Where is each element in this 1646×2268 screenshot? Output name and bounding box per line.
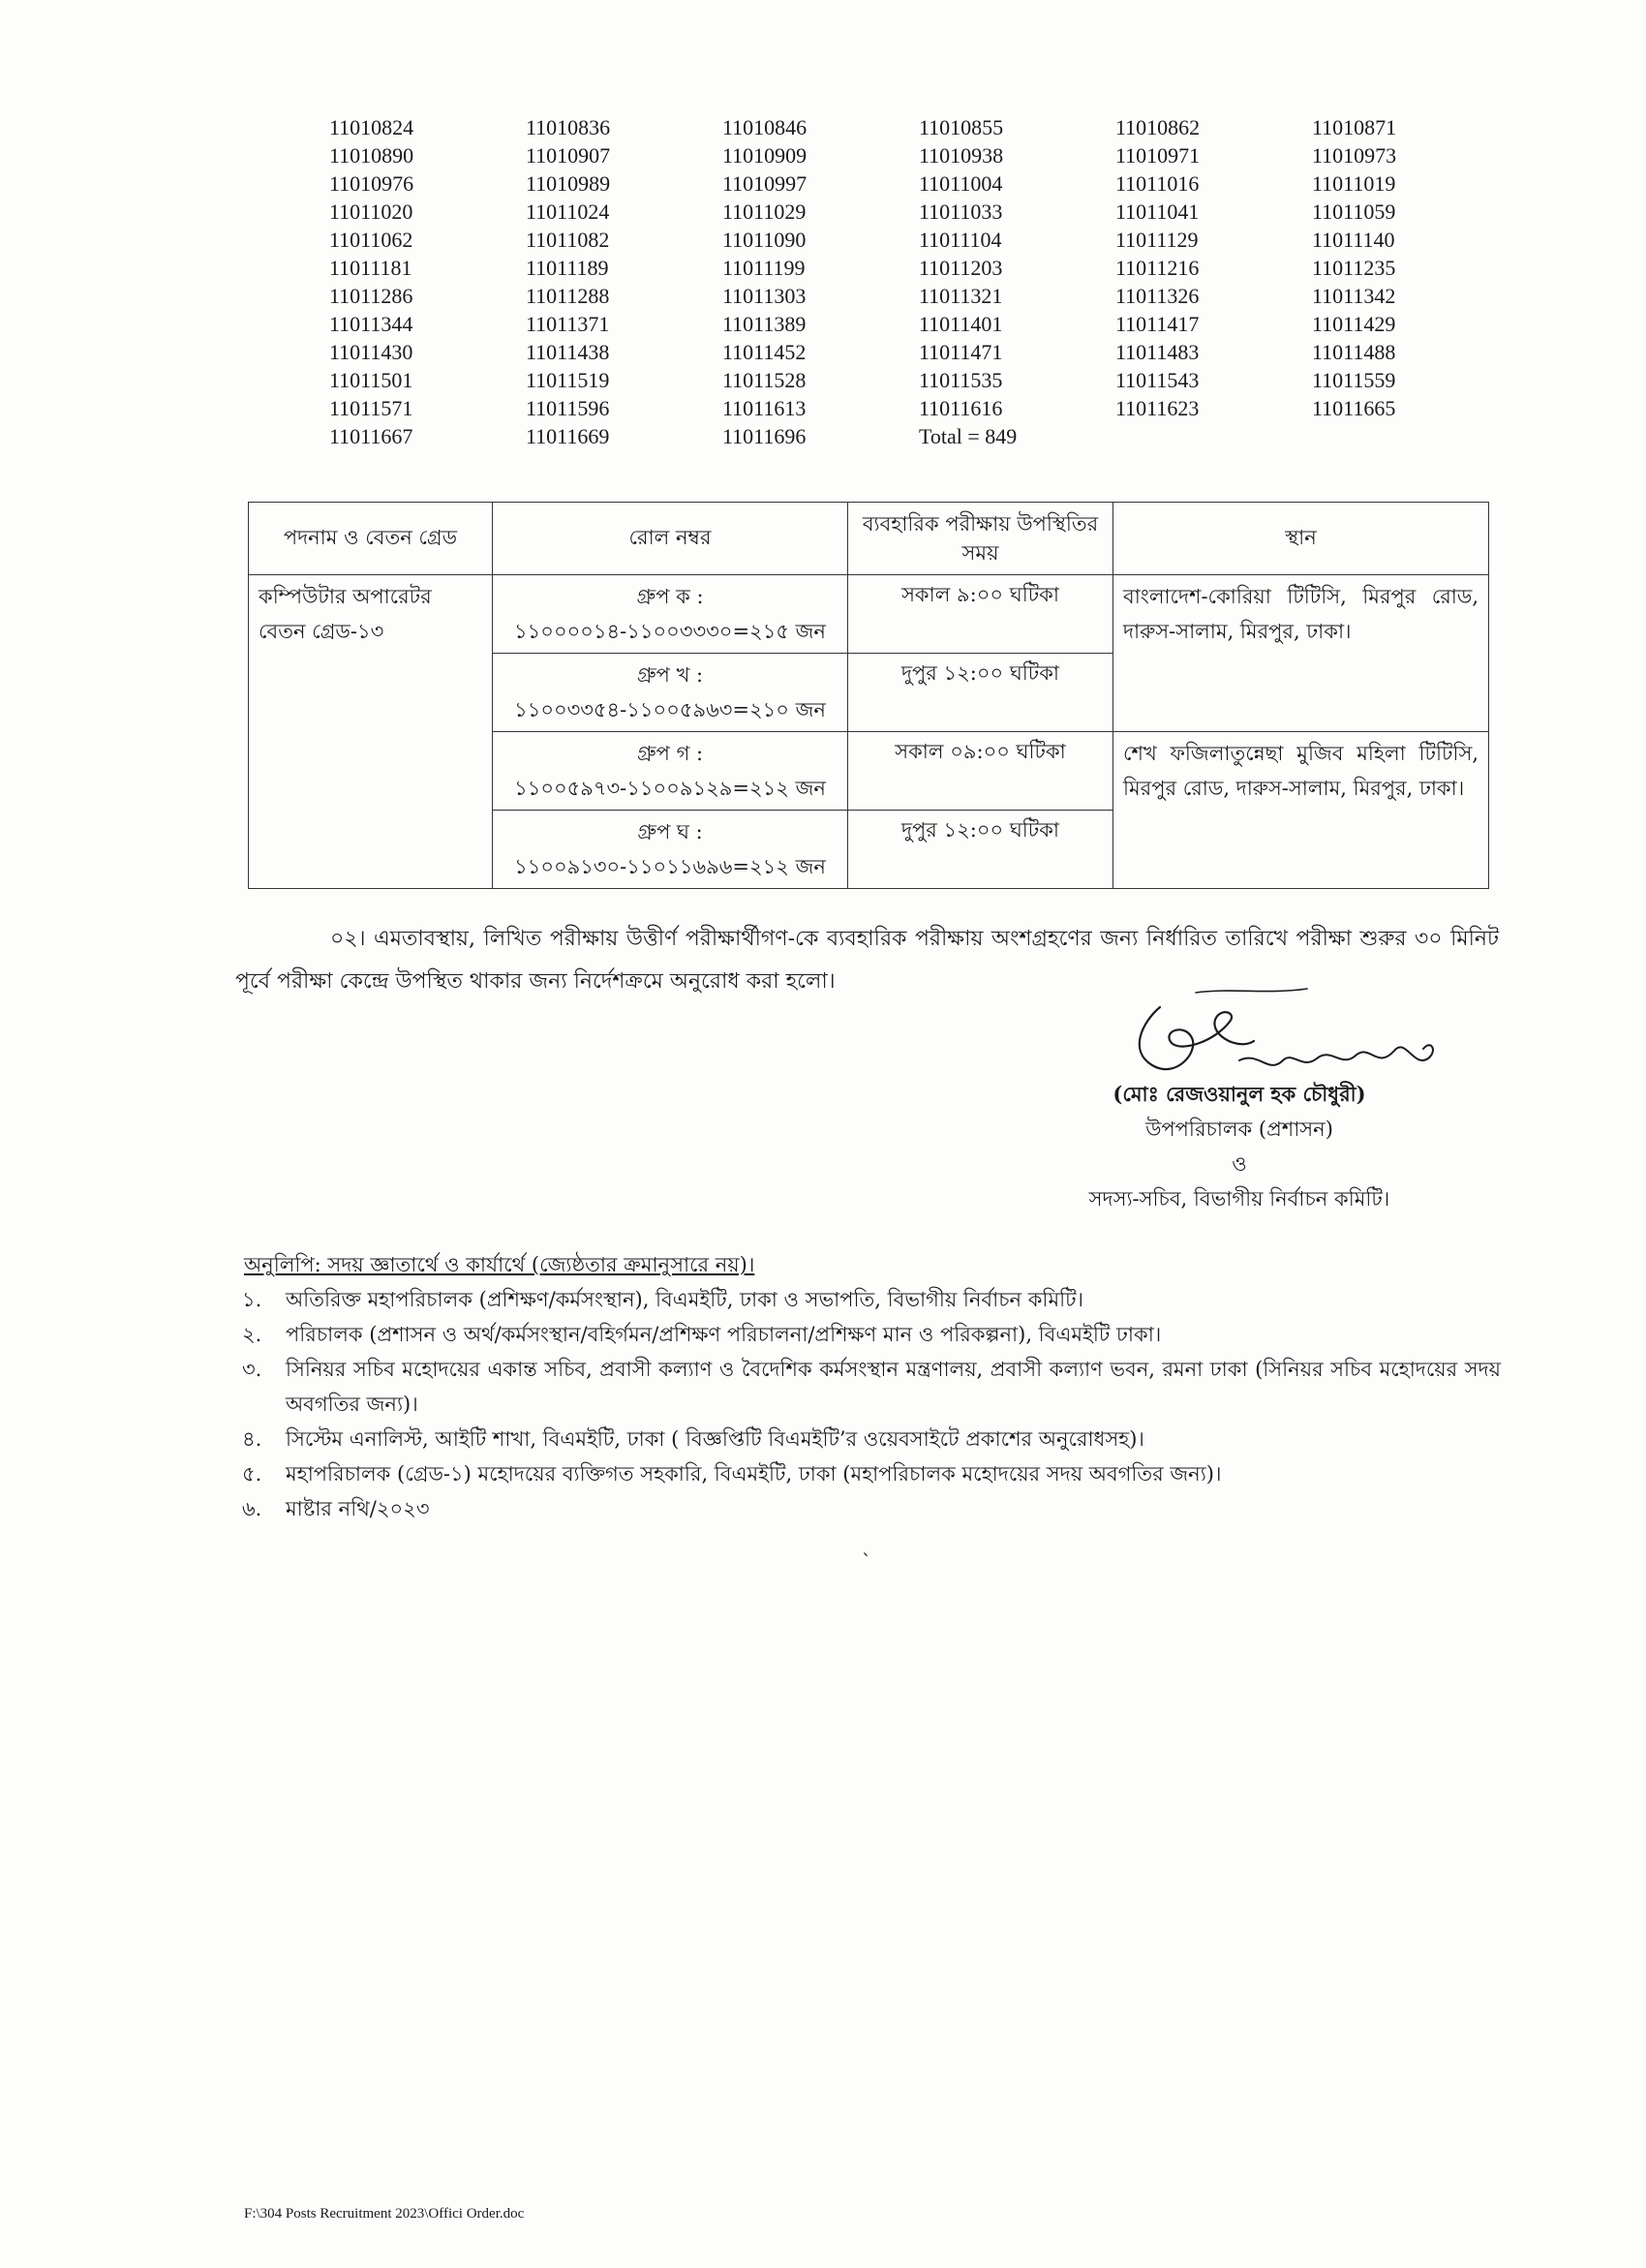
header-roll: রোল নম্বর [493, 503, 848, 575]
roll-number: 11011059 [1312, 199, 1396, 224]
roll-number: 11011665 [1312, 396, 1396, 420]
roll-number: 11010890 [329, 143, 414, 168]
roll-number: 11011090 [722, 228, 807, 252]
roll-number: 11011571 [329, 396, 413, 420]
roll-number: 11011033 [919, 199, 1003, 224]
group-range: ১১০০৫৯৭৩-১১০০৯১২৯=২১২ জন [514, 777, 826, 800]
roll-number: 11010971 [1115, 143, 1201, 168]
roll-number: 11011203 [919, 256, 1003, 280]
signatory-role: সদস্য-সচিব, বিভাগীয় নির্বাচন কমিটি। [1088, 1187, 1390, 1211]
roll-number: 11011528 [722, 368, 807, 392]
roll-number: 11011286 [329, 284, 413, 308]
cc-heading: অনুলিপি: সদয় জ্ঞাতার্থে ও কার্যার্থে (জ্যেষ্ঠতার ক্রমানুসারে নয়)। [244, 1253, 755, 1276]
group-range: ১১০০৯১৩০-১১০১১৬৯৬=২১২ জন [514, 855, 826, 878]
roll-number: 11010871 [1312, 115, 1397, 139]
venue-cell: বাংলাদেশ-কোরিয়া টিটিসি, মিরপুর রোড, দারুস-সালাম, মিরপুর, ঢাকা। [1113, 575, 1489, 732]
handwritten-signature [1123, 983, 1452, 1089]
list-item [242, 1422, 1501, 1456]
file-path-footer: F:\304 Posts Recruitment 2023\Offici Order.doc [244, 2206, 525, 2222]
roll-number: 11011326 [1115, 284, 1200, 308]
list-item-number: ৫. [242, 1462, 262, 1486]
roll-number: 11010855 [919, 115, 1004, 139]
roll-number: 11011430 [329, 340, 413, 364]
roll-number: 11011616 [919, 396, 1003, 420]
roll-number: 11011559 [1312, 368, 1396, 392]
group-name: গ্রুপ ক : [636, 585, 704, 608]
roll-number: 11010997 [722, 171, 808, 196]
roll-number: 11011613 [722, 396, 807, 420]
roll-number: 11010824 [329, 115, 414, 139]
stray-mark: ˋ [862, 1549, 871, 1573]
roll-number: 11010907 [526, 143, 611, 168]
list-item [242, 1317, 1501, 1352]
group-name: গ্রুপ ঘ : [637, 820, 703, 843]
group-name: গ্রুপ খ : [636, 663, 704, 687]
roll-number: 11011501 [329, 368, 413, 392]
group-range: ১১০০৩৩৫৪-১১০০৫৯৬৩=২১০ জন [514, 698, 826, 721]
group-roll-cell [493, 654, 848, 732]
roll-number: 11011623 [1115, 396, 1200, 420]
roll-number: 11011488 [1312, 340, 1396, 364]
list-item [242, 1352, 1501, 1422]
table-header-row [249, 503, 1489, 575]
roll-number: 11010909 [722, 143, 808, 168]
roll-number: 11011129 [1115, 228, 1199, 252]
roll-number: 11011020 [329, 199, 413, 224]
time-cell: সকাল ০৯:০০ ঘটিকা [848, 732, 1113, 811]
roll-number: 11011471 [919, 340, 1003, 364]
roll-number: 11011199 [722, 256, 806, 280]
roll-number: 11011235 [1312, 256, 1396, 280]
signatory-name: (মোঃ রেজওয়ানুল হক চৌধুরী) [1113, 1082, 1366, 1106]
group-name: গ্রুপ গ : [636, 742, 704, 765]
roll-number: 11010938 [919, 143, 1004, 168]
signatory-designation: উপপরিচালক (প্রশাসন) [1145, 1118, 1333, 1141]
list-item-text: মাষ্টার নথি/২০২৩ [286, 1497, 430, 1520]
instruction-paragraph: ০২। এমতাবস্থায়, লিখিত পরীক্ষায় উত্তীর্ণ পরীক্ষার্থীগণ-কে ব্যবহারিক পরীক্ষায় অংশগ্রহণের জন্য নির্ধারিত তারিখে পরীক্ষা শুরুর ৩০ মিনিট পূর্বে পরীক্ষা কেন্দ্রে উপস্থিত থাকার জন্য নির্দেশক্রমে অনুরোধ করা হলো। [235, 927, 1499, 994]
list-item-text: সিস্টেম এনালিস্ট, আইটি শাখা, বিএমইটি, ঢাকা ( বিজ্ঞপ্তিটি বিএমইটি’র ওয়েবসাইটে প্রকাশের অনুরোধসহ)। [286, 1427, 1144, 1451]
list-item [242, 1282, 1501, 1317]
roll-total: Total = 849 [919, 424, 1018, 448]
roll-number: 11011371 [526, 312, 610, 336]
time-cell: দুপুর ১২:০০ ঘটিকা [848, 654, 1113, 732]
header-post: পদনাম ও বেতন গ্রেড [249, 503, 493, 575]
roll-number: 11011019 [1312, 171, 1396, 196]
roll-number: 11010862 [1115, 115, 1201, 139]
roll-number: 11011401 [919, 312, 1003, 336]
roll-number: 11011140 [1312, 228, 1395, 252]
signature-block [1017, 1077, 1462, 1216]
list-item [242, 1491, 1501, 1526]
time-cell: সকাল ৯:০০ ঘটিকা [848, 575, 1113, 654]
list-item-number: ২. [242, 1323, 262, 1346]
list-item-number: ১. [242, 1288, 262, 1311]
roll-number: 11011389 [722, 312, 807, 336]
header-venue: স্থান [1113, 503, 1489, 575]
roll-number: 11011288 [526, 284, 610, 308]
header-time: ব্যবহারিক পরীক্ষায় উপস্থিতির সময় [848, 503, 1113, 575]
roll-number: 11011696 [722, 424, 807, 448]
list-item-number: ৬. [242, 1497, 262, 1520]
roll-number: 11011483 [1115, 340, 1200, 364]
venue-cell: শেখ ফজিলাতুন্নেছা মুজিব মহিলা টিটিসি, মিরপুর রোড, দারুস-সালাম, মিরপুর, ঢাকা। [1113, 732, 1489, 889]
roll-number: 11011519 [526, 368, 610, 392]
roll-number: 11011016 [1115, 171, 1200, 196]
copy-distribution [242, 1247, 1501, 1526]
group-roll-cell [493, 575, 848, 654]
group-roll-cell [493, 811, 848, 889]
list-item-text: অতিরিক্ত মহাপরিচালক (প্রশিক্ষণ/কর্মসংস্থান), বিএমইটি, ঢাকা ও সভাপতি, বিভাগীয় নির্বাচন কমিটি। [286, 1288, 1084, 1311]
roll-number: 11011596 [526, 396, 610, 420]
roll-number: 11011543 [1115, 368, 1200, 392]
roll-number: 11011082 [526, 228, 610, 252]
roll-number: 11011452 [722, 340, 807, 364]
roll-number: 11010976 [329, 171, 414, 196]
cc-list [242, 1282, 1501, 1526]
roll-number: 11011024 [526, 199, 610, 224]
roll-number-list [329, 113, 1509, 450]
roll-number: 11010989 [526, 171, 611, 196]
roll-number: 11011417 [1115, 312, 1200, 336]
roll-number: 11011667 [329, 424, 413, 448]
roll-number: 11011429 [1312, 312, 1396, 336]
signatory-and: ও [1232, 1152, 1247, 1176]
roll-number: 11011344 [329, 312, 413, 336]
list-item-text: সিনিয়র সচিব মহোদয়ের একান্ত সচিব, প্রবাসী কল্যাণ ও বৈদেশিক কর্মসংস্থান মন্ত্রণালয়, প্রবাসী কল্যাণ ভবন, রমনা ঢাকা (সিনিয়র সচিব মহোদয়ের সদয় অবগতির জন্য)। [286, 1358, 1501, 1416]
group-range: ১১০০০০১৪-১১০০৩৩৩০=২১৫ জন [514, 620, 826, 643]
list-item [242, 1456, 1501, 1491]
list-item-number: ৩. [242, 1358, 262, 1381]
roll-number: 11010846 [722, 115, 808, 139]
roll-number: 11011004 [919, 171, 1003, 196]
roll-number: 11011216 [1115, 256, 1200, 280]
roll-number: 11011438 [526, 340, 610, 364]
list-item-number: ৪. [242, 1427, 262, 1451]
roll-number: 11011535 [919, 368, 1003, 392]
exam-schedule-table [248, 502, 1489, 889]
table-row [249, 575, 1489, 654]
group-roll-cell [493, 732, 848, 811]
roll-number: 11011669 [526, 424, 610, 448]
roll-number: 11011303 [722, 284, 807, 308]
roll-number: 11010836 [526, 115, 611, 139]
roll-number: 11011041 [1115, 199, 1200, 224]
roll-number: 11011104 [919, 228, 1002, 252]
post-cell: কম্পিউটার অপারেটর বেতন গ্রেড-১৩ [249, 575, 493, 889]
list-item-text: মহাপরিচালক (গ্রেড-১) মহোদয়ের ব্যক্তিগত সহকারি, বিএমইটি, ঢাকা (মহাপরিচালক মহোদয়ের সদয় অবগতির জন্য)। [286, 1462, 1222, 1486]
roll-number: 11011321 [919, 284, 1003, 308]
roll-number: 11011342 [1312, 284, 1396, 308]
time-cell: দুপুর ১২:০০ ঘটিকা [848, 811, 1113, 889]
roll-number: 11011062 [329, 228, 413, 252]
roll-number: 11011029 [722, 199, 807, 224]
list-item-text: পরিচালক (প্রশাসন ও অর্থ/কর্মসংস্থান/বহির্গমন/প্রশিক্ষণ পরিচালনা/প্রশিক্ষণ মান ও পরিকল্পনা), বিএমইটি ঢাকা। [286, 1323, 1162, 1346]
roll-number: 11011189 [526, 256, 609, 280]
roll-number: 11010973 [1312, 143, 1397, 168]
roll-number: 11011181 [329, 256, 412, 280]
